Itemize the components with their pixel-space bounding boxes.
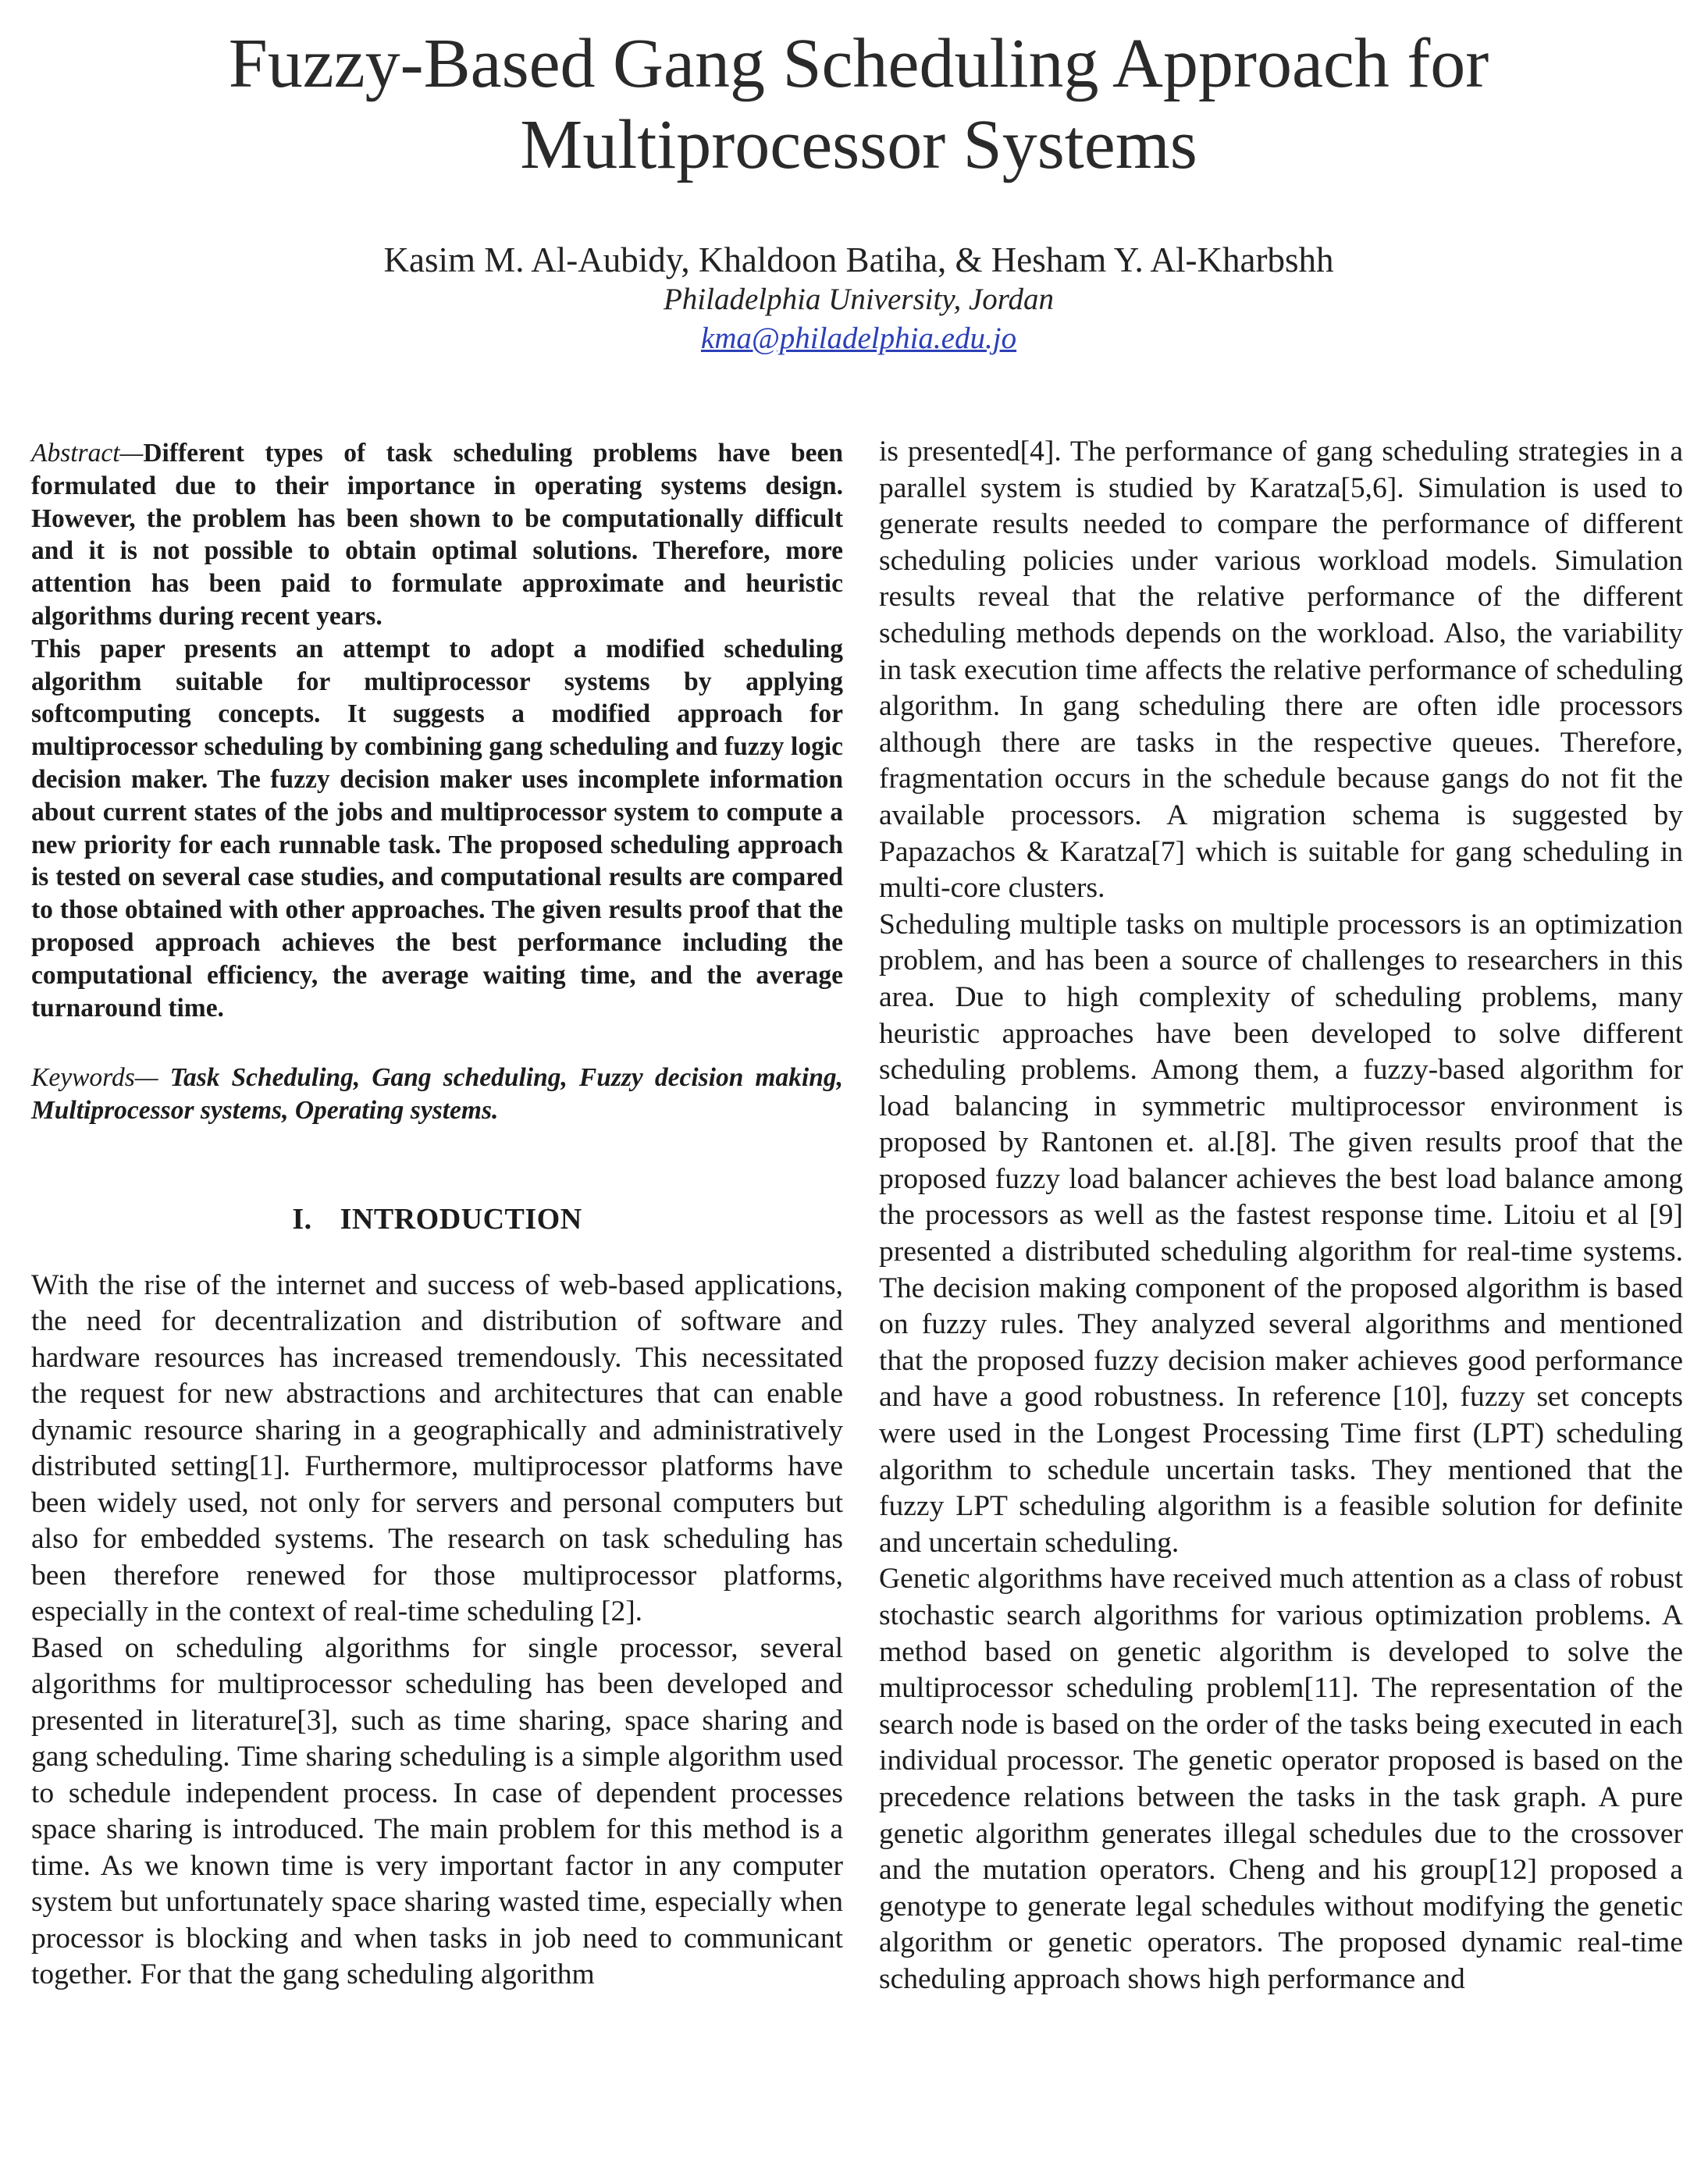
abstract-paragraph-2: This paper presents an attempt to adopt a modified scheduling algorithm suitable for multiprocessor systems by applying softcomputing concepts. It suggests a modified approach for multiprocessor scheduling by combining gang scheduling and fuzzy logic decision maker. The fuzzy decision maker uses incomplete information about current states of the jobs and multiprocessor system to compute a new priority for each runnable task. The proposed scheduling approach is tested on several case studies, and computational results are compared to those obtained with other approaches. The given results proof that the proposed approach achieves the best performance including the computational efficiency, the average waiting time, and the average turnaround time. (31, 634, 843, 1023)
affiliation: Philadelphia University, Jordan (663, 283, 1055, 316)
paper-title (94, 23, 1624, 186)
keywords-text: Task Scheduling, Gang scheduling, Fuzzy decision making, Multiprocessor systems, Operating systems. (31, 1063, 843, 1126)
abstract-dash: — (119, 439, 144, 468)
right-column (879, 434, 1683, 1998)
author-list: Kasim M. Al-Aubidy, Khaldoon Batiha, & Hesham Y. Al-Kharbshh (383, 240, 1334, 279)
abstract-block (31, 437, 843, 1024)
intro-right-paragraph-2: Scheduling multiple tasks on multiple processors is an optimization problem, and has been a source of challenges to researchers in this area. Due to high complexity of scheduling problems, many heuristic approaches have been developed to solve different scheduling problems. Among them, a fuzzy-based algorithm for load balancing in symmetric multiprocessor environment is proposed by Rantonen et. al.[8]. The given results proof that the proposed fuzzy load balancer achieves the best load balance among the processors as well as the fastest response time. Litoiu et al [9] presented a distributed scheduling algorithm for real-time systems. The decision making component of the proposed algorithm is based on fuzzy rules. They analyzed several algorithms and mentioned that the proposed fuzzy decision maker achieves good performance and have a good robustness. In reference [10], fuzzy set concepts were used in the Longest Processing Time first (LPT) scheduling algorithm to schedule uncertain tasks. They mentioned that the fuzzy LPT scheduling algorithm is a feasible solution for definite and uncertain scheduling. (879, 908, 1683, 1559)
intro-right-paragraph-1: is presented[4]. The performance of gang scheduling strategies in a parallel system is studied by Karatza[5,6]. Simulation is used to generate results needed to compare the performance of different scheduling policies under various workload models. Simulation results reveal that the relative performance of the different scheduling methods depends on the workload. Also, the variability in task execution time affects the relative performance of scheduling algorithm. In gang scheduling there are often idle processors although there are tasks in the respective queues. Therefore, fragmentation occurs in the schedule because gangs do not fit the available processors. A migration schema is suggested by Papazachos & Karatza[7] which is suitable for gang scheduling in multi-core clusters. (879, 436, 1683, 905)
intro-right-paragraph-3: Genetic algorithms have received much attention as a class of robust stochastic search algorithms for various optimization problems. A method based on genetic algorithm is developed to solve the multiprocessor scheduling problem[11]. The representation of the search node is based on the order of the tasks being executed in each individual processor. The genetic operator proposed is based on the precedence relations between the tasks in the task graph. A pure genetic algorithm generates illegal schedules due to the crossover and the mutation operators. Cheng and his group[12] proposed a genotype to generate legal schedules without modifying the genetic algorithm or genetic operators. The proposed dynamic real-time scheduling approach shows high performance and (879, 1563, 1683, 1995)
section-heading-introduction (31, 1202, 843, 1236)
abstract-label: Abstract (31, 439, 120, 468)
intro-paragraph-1: With the rise of the internet and success of web-based applications, the need for decentralization and distribution of software and hardware resources has increased tremendously. This necessitated the request for new abstractions and architectures that can enable dynamic resource sharing in a geographically and administratively distributed setting[1]. Furthermore, multiprocessor platforms have been widely used, not only for servers and personal computers but also for embedded systems. The research on task scheduling has been therefore renewed for those multiprocessor platforms, especially in the context of real-time scheduling [2]. (31, 1268, 843, 1628)
title-line-1: Fuzzy-Based Gang Scheduling Approach for (228, 25, 1489, 102)
keywords-dash: — (134, 1063, 170, 1093)
email-link[interactable]: kma@philadelphia.edu.jo (700, 322, 1017, 355)
email-line (156, 320, 1561, 357)
abstract-text-1: Different types of task scheduling problems have been formulated due to their importance in operating systems design. However, the problem has been shown to be computationally difficult and it is not possible to obtain optimal solutions. Therefore, more attention has been paid to formulate approximate and heuristic algorithms during recent years. (31, 439, 843, 631)
left-column (31, 437, 843, 1994)
intro-paragraph-2: Based on scheduling algorithms for single processor, several algorithms for multiprocessor scheduling has been developed and presented in literature[3], such as time sharing, space sharing and gang scheduling. Time sharing scheduling is a simple algorithm used to schedule independent process. In case of dependent processes space sharing is introduced. The main problem for this method is a time. As we known time is very important factor in any computer system but unfortunately space sharing wasted time, especially when processor is blocking and when tasks in job need to communicant together. For that the gang scheduling algorithm (31, 1631, 843, 1991)
section-title: INTRODUCTION (340, 1202, 582, 1236)
abstract-paragraph-1 (31, 437, 843, 633)
keywords-block (31, 1062, 843, 1127)
title-line-2: Multiprocessor Systems (520, 106, 1197, 183)
introduction-left-body (31, 1268, 843, 1994)
section-number: I. (292, 1202, 312, 1236)
keywords-label: Keywords (31, 1063, 135, 1093)
